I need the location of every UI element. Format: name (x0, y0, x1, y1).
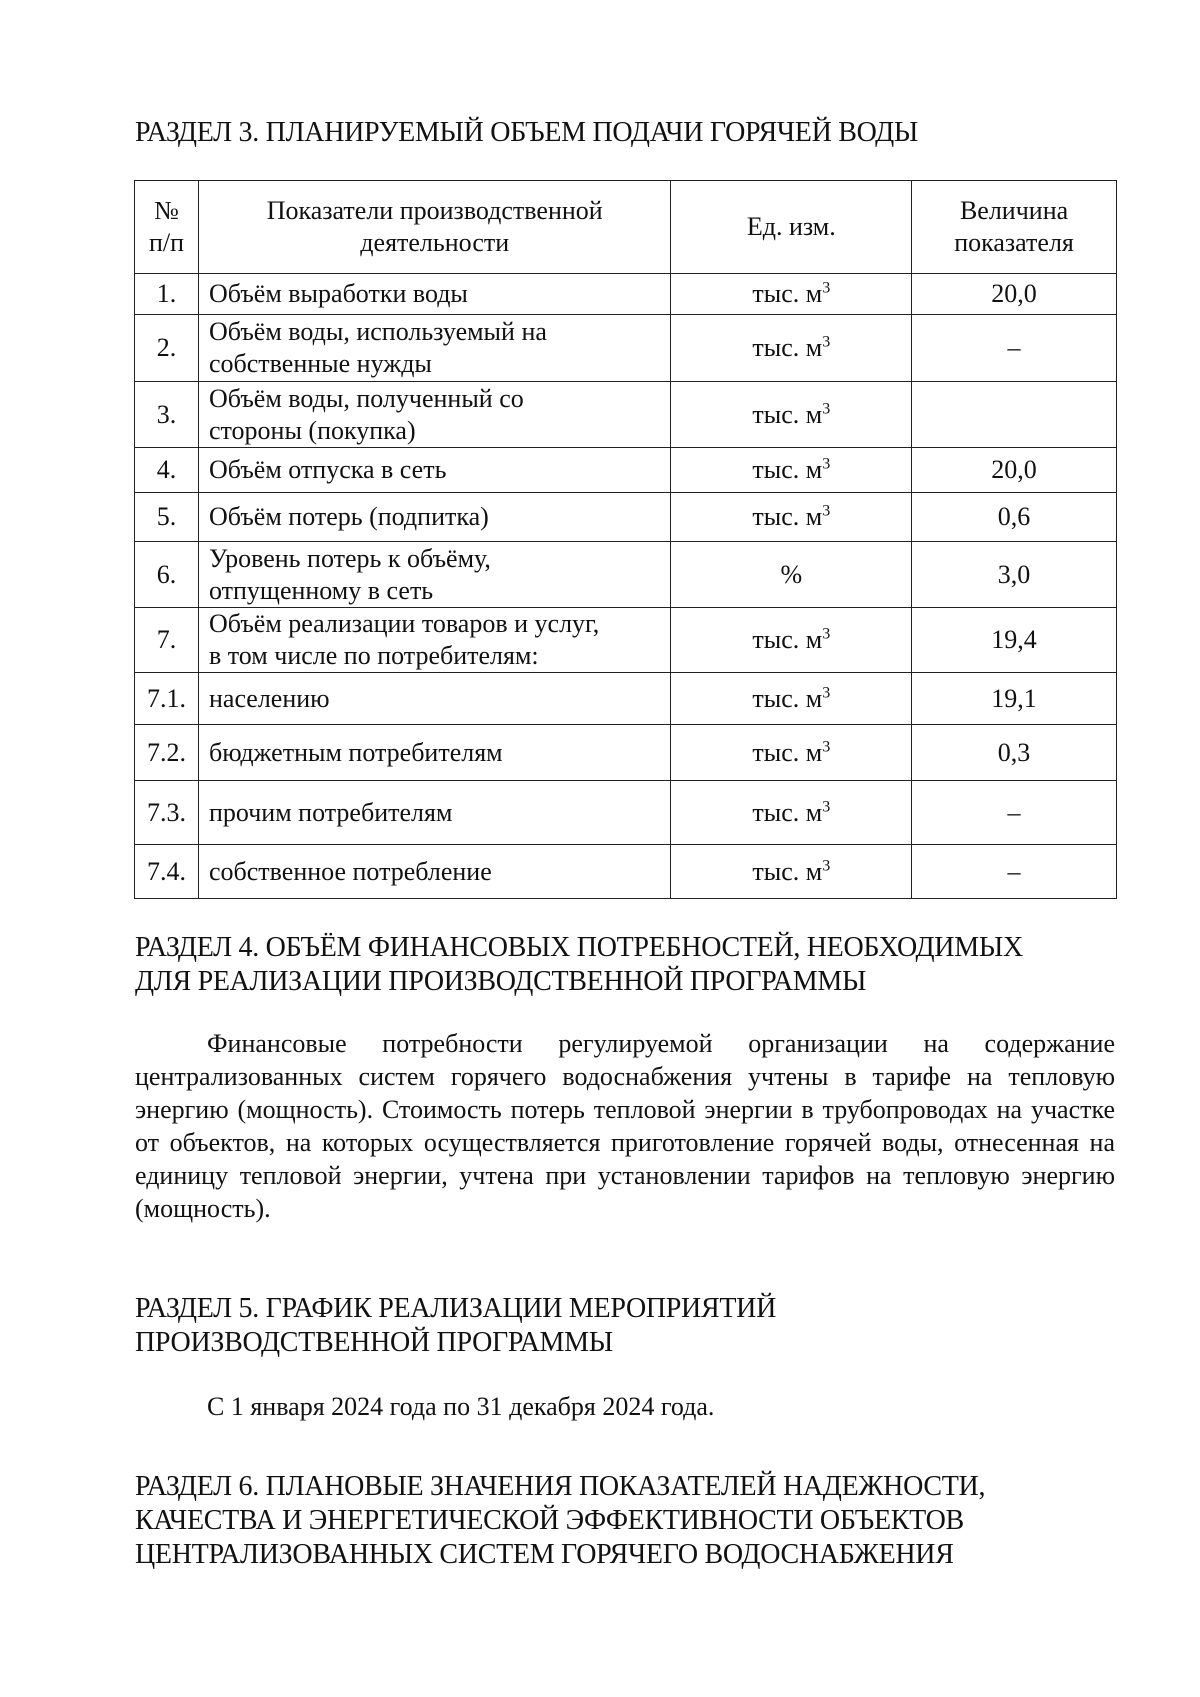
header-unit: Ед. изм. (671, 181, 912, 274)
row-value: 0,6 (912, 493, 1117, 542)
row-unit: тыс. $м^3$ (671, 673, 912, 725)
row-number: 7. (135, 608, 199, 673)
row-number: 4. (135, 448, 199, 493)
table-row (135, 781, 1117, 845)
row-number: 1. (135, 274, 199, 315)
header-indicator: Показатели производственной деятельности (198, 181, 670, 274)
row-indicator: прочим потребителям (198, 781, 670, 845)
row-unit: тыс. $м^3$ (671, 382, 912, 448)
row-indicator: Объём реализации товаров и услуг, в том числе по потребителям: (198, 608, 670, 673)
row-value: 20,0 (912, 448, 1117, 493)
row-indicator: собственное потребление (198, 845, 670, 899)
row-value: 0,3 (912, 725, 1117, 781)
row-unit: тыс. $м^3$ (671, 493, 912, 542)
row-number: 5. (135, 493, 199, 542)
row-value: 19,1 (912, 673, 1117, 725)
row-indicator: бюджетным потребителям (198, 725, 670, 781)
row-number: 3. (135, 382, 199, 448)
row-number: 6. (135, 542, 199, 608)
row-value (912, 382, 1117, 448)
row-unit: тыс. $м^3$ (671, 781, 912, 845)
row-unit: тыс. $м^3$ (671, 315, 912, 382)
table-row (135, 382, 1117, 448)
row-indicator: Объём выработки воды (198, 274, 670, 315)
row-indicator: Уровень потерь к объёму, отпущенному в сеть (198, 542, 670, 608)
row-value: – (912, 315, 1117, 382)
table-row (135, 274, 1117, 315)
section-3-title: РАЗДЕЛ 3. ПЛАНИРУЕМЫЙ ОБЪЕМ ПОДАЧИ ГОРЯЧЕЙ ВОДЫ (135, 117, 919, 148)
row-indicator: Объём воды, полученный со стороны (покупка) (198, 382, 670, 448)
section-4-paragraph: Финансовые потребности регулируемой организации на содержание централизованных систем горячего водоснабжения учтены в тарифе на тепловую энергию (мощность). Стоимость потерь тепловой энергии в трубопроводах на участке от объектов, на которых осуществляется приготовление горячей воды, отнесенная на единицу тепловой энергии, учтена при установлении тарифов на тепловую энергию (мощность). (135, 1029, 1115, 1223)
row-value: – (912, 845, 1117, 899)
table-body (135, 274, 1117, 899)
table-row (135, 725, 1117, 781)
section-5-title: РАЗДЕЛ 5. ГРАФИК РЕАЛИЗАЦИИ МЕРОПРИЯТИЙ ПРОИЗВОДСТВЕННОЙ ПРОГРАММЫ (135, 1293, 776, 1358)
row-unit: % (671, 542, 912, 608)
table-header-row (135, 181, 1117, 274)
row-number: 7.4. (135, 845, 199, 899)
section-6-title: РАЗДЕЛ 6. ПЛАНОВЫЕ ЗНАЧЕНИЯ ПОКАЗАТЕЛЕЙ НАДЕЖНОСТИ, КАЧЕСТВА И ЭНЕРГЕТИЧЕСКОЙ ЭФФЕКТИВНОСТИ ОБЪЕКТОВ ЦЕНТРАЛИЗОВАННЫХ СИСТЕМ ГОРЯЧЕГО ВОДОСНАБЖЕНИЯ (135, 1471, 986, 1570)
row-unit: тыс. $м^3$ (671, 274, 912, 315)
header-value: Величина показателя (912, 181, 1117, 274)
table-row (135, 845, 1117, 899)
header-num: № п/п (135, 181, 199, 274)
table-row (135, 493, 1117, 542)
table-row (135, 542, 1117, 608)
row-number: 7.1. (135, 673, 199, 725)
table-row (135, 608, 1117, 673)
section-4-title: РАЗДЕЛ 4. ОБЪЁМ ФИНАНСОВЫХ ПОТРЕБНОСТЕЙ, НЕОБХОДИМЫХ ДЛЯ РЕАЛИЗАЦИИ ПРОИЗВОДСТВЕННОЙ ПРОГРАММЫ (135, 932, 1023, 997)
row-unit: тыс. $м^3$ (671, 845, 912, 899)
row-unit: тыс. $м^3$ (671, 608, 912, 673)
row-indicator: Объём воды, используемый на собственные нужды (198, 315, 670, 382)
water-supply-table (134, 180, 1117, 899)
table-row (135, 673, 1117, 725)
row-indicator: Объём отпуска в сеть (198, 448, 670, 493)
row-indicator: Объём потерь (подпитка) (198, 493, 670, 542)
section-5-period: С 1 января 2024 года по 31 декабря 2024 года. (207, 1392, 715, 1421)
row-unit: тыс. $м^3$ (671, 448, 912, 493)
row-value: – (912, 781, 1117, 845)
row-value: 19,4 (912, 608, 1117, 673)
row-value: 3,0 (912, 542, 1117, 608)
row-number: 7.2. (135, 725, 199, 781)
table-row (135, 315, 1117, 382)
row-indicator: населению (198, 673, 670, 725)
row-unit: тыс. $м^3$ (671, 725, 912, 781)
table-row (135, 448, 1117, 493)
row-value: 20,0 (912, 274, 1117, 315)
row-number: 7.3. (135, 781, 199, 845)
row-number: 2. (135, 315, 199, 382)
